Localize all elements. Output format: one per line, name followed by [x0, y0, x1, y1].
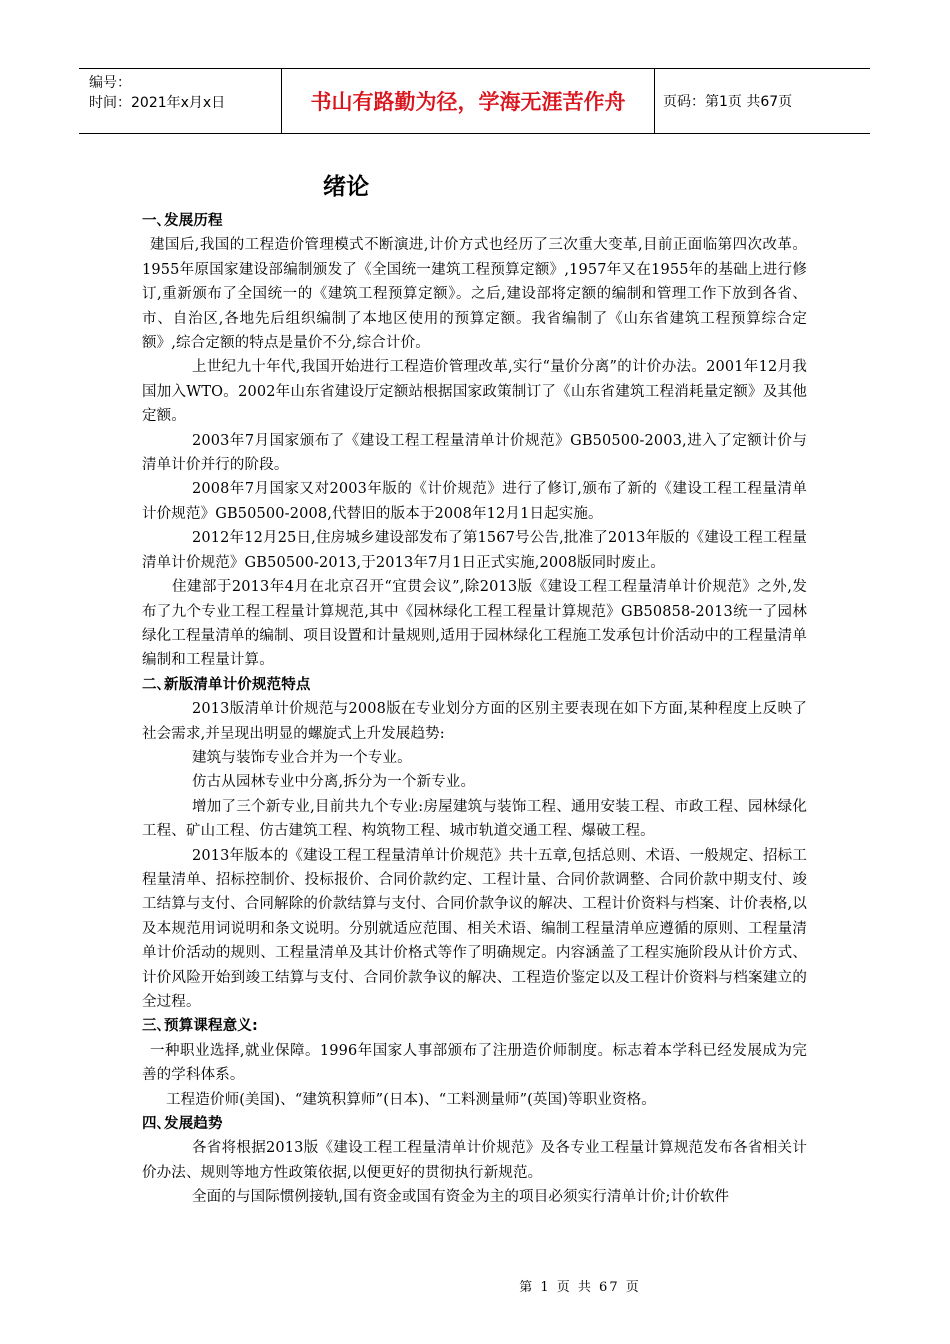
number-label: 编号：	[89, 75, 131, 91]
section-heading-history: 一､发展历程	[142, 213, 223, 229]
paragraph: 一种职业选择,就业保障。1996年国家人事部颁布了注册造价师制度。标志着本学科已经发展成为完善的学科体系。	[142, 1042, 807, 1084]
page-title: 绪论	[323, 174, 370, 200]
paragraph: 工程造价师(美国)、“建筑积算师”(日本)、“工料测量师”(英国)等职业资格。	[166, 1091, 656, 1108]
paragraph: 建筑与装饰专业合并为一个专业。	[192, 749, 412, 766]
paragraph: 2013版清单计价规范与2008版在专业划分方面的区别主要表现在如下方面,某种程度上反映了社会需求,并呈现出明显的螺旋式上升发展趋势:	[142, 701, 807, 742]
paragraph: 增加了三个新专业,目前共九个专业:房屋建筑与装饰工程、通用安装工程、市政工程、园林绿化工程、矿山工程、仿古建筑工程、构筑物工程、城市轨道交通工程、爆破工程。	[142, 798, 807, 840]
paragraph: 各省将根据2013版《建设工程工程量清单计价规范》及各专业工程量计算规范发布各省相关计价办法、规则等地方性政策依据,以便更好的贯彻执行新规范。	[142, 1140, 807, 1181]
paragraph: 住建部于2013年4月在北京召开“宜贯会议”,除2013版《建设工程工程量清单计价规范》之外,发布了九个专业工程工程量计算规范,其中《园林绿化工程工程量计算规范》GB50858-2013统一了园林绿化工程量清单的编制、项目设置和计量规则,适用于园林绿化工程施工发承包计价活动中的工程量清单编制和工程量计算。	[142, 579, 807, 669]
document-header	[79, 68, 870, 134]
paragraph: 仿古从园林专业中分离,拆分为一个新专业。	[192, 774, 476, 791]
time-label: 时间：2021年x月x日	[89, 95, 226, 111]
paragraph: 2003年7月国家颁布了《建设工程工程量清单计价规范》GB50500-2003,进入了定额计价与清单计价并行的阶段。	[142, 432, 807, 474]
section-heading-significance: 三､预算课程意义:	[142, 1018, 258, 1035]
paragraph: 2008年7月国家又对2003年版的《计价规范》进行了修订,颁布了新的《建设工程工程量清单计价规范》GB50500-2008,代替旧的版本于2008年12月1日起实施。	[142, 481, 807, 522]
page-footer: 第 1 页 共 67 页	[519, 1280, 641, 1295]
paragraph: 2013年版本的《建设工程工程量清单计价规范》共十五章,包括总则、术语、一般规定、招标工程量清单、招标控制价、投标报价、合同价款约定、工程计量、合同价款调整、合同价款中期支付、竣工结算与支付、合同解除的价款结算与支付、合同价款争议的解决、工程计价资料与档案、计价表格,以及本规范用词说明和条文说明。分别就适应范围、相关术语、编制工程量清单应遵循的原则、工程量清单计价活动的规则、工程量清单及其计价格式等作了明确规定。内容涵盖了工程实施阶段从计价方式、计价风险开始到竣工结算与支付、合同价款争议的解决、工程造价鉴定以及工程计价资料与档案建立的全过程。	[142, 847, 807, 1010]
section-heading-trends: 四､发展趋势	[142, 1116, 223, 1133]
document-body	[142, 165, 807, 1210]
header-meta	[79, 69, 282, 133]
paragraph: 全面的与国际惯例接轨,国有资金或国有资金为主的项目必须实行清单计价;计价软件	[192, 1189, 730, 1206]
section-heading-features: 二､新版清单计价规范特点	[142, 676, 311, 693]
header-page-info: 页码：第1页 共67页	[663, 94, 793, 110]
paragraph: 2012年12月25日,住房城乡建设部发布了第1567号公告,批准了2013年版的《建设工程工程量清单计价规范》GB50500-2013,于2013年7月1日正式实施,2008版同时废止。	[142, 530, 807, 571]
paragraph: 上世纪九十年代,我国开始进行工程造价管理改革,实行“量价分离”的计价办法。2001年12月我国加入WTO。2002年山东省建设厅定额站根据国家政策制订了《山东省建筑工程消耗量定额》及其他定额。	[142, 359, 807, 425]
header-motto: 书山有路勤为径，学海无涯苦作舟	[282, 69, 655, 133]
paragraph: 建国后,我国的工程造价管理模式不断演进,计价方式也经历了三次重大变革,目前正面临第四次改革。1955年原国家建设部编制颁发了《全国统一建筑工程预算定额》,1957年又在1955年的基础上进行修订,重新颁布了全国统一的《建筑工程预算定额》。之后,建设部将定额的编制和管理工作下放到各省、市、自治区,各地先后组织编制了本地区使用的预算定额。我省编制了《山东省建筑工程预算综合定额》,综合定额的特点是量价不分,综合计价。	[142, 237, 807, 352]
